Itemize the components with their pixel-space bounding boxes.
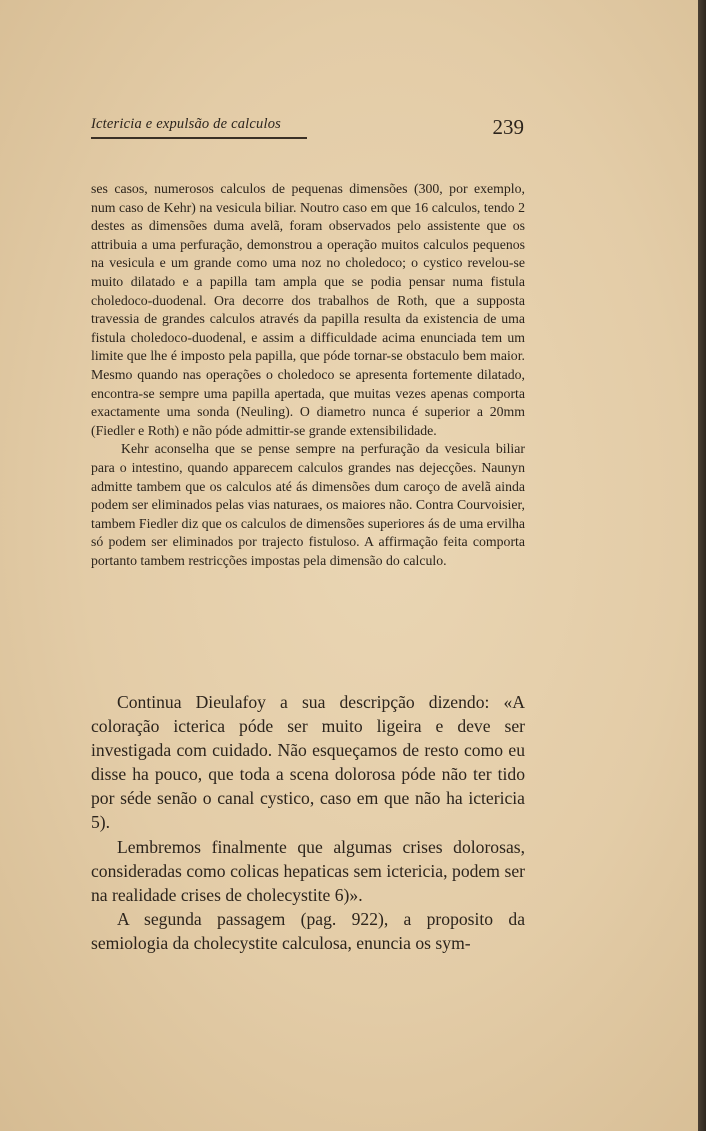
- quote-paragraph: ses casos, numerosos calculos de pequenas dimensões (300, por exemplo, num caso de Kehr) na vesicula biliar. Noutro caso em que 16 calculos, tendo 2 destes as dimensões duma avelã, foram observados pelo assistente que os attribuia a uma perfuração, demonstrou a operação muitos calculos pequenos na vesicula e um grande como uma noz no choledoco; o cystico revelou-se muito dilatado e a papilla tam ampla que se podia pensar numa fistula choledoco-duodenal. Ora decorre dos trabalhos de Roth, que a supposta travessia de grandes calculos através da papilla resulta da existencia de uma fistula choledoco-duodenal, e assim a difficuldade acima enunciada tem um limite que lhe é imposto pela papilla, que póde tornar-se obstaculo bem maior. Mesmo quando nas operações o choledoco se apresenta fortemente dilatado, encontra-se sempre uma papilla apertada, que muitas vezes apenas comporta exactamente uma sonda (Neuling). O diametro nunca é superior a 20mm (Fiedler e Roth) e não póde admittir-se grande extensibilidade.: [91, 181, 525, 438]
- body-paragraph: A segunda passagem (pag. 922), a proposito da semiologia da cholecystite calculosa, enuncia os sym-: [91, 908, 525, 953]
- page-number: 239: [492, 115, 524, 139]
- body-paragraph: Continua Dieulafoy a sua descripção dizendo: «A coloração icterica póde ser muito ligeira e deve ser investigada com cuidado. Não esqueçamos de resto como eu disse ha pouco, que toda a scena dolorosa pódе não ter tido por séde senão o canal cystico, caso em que não ha ictericia 5).: [91, 692, 525, 833]
- quoted-block: [91, 180, 525, 570]
- main-text: [91, 690, 525, 955]
- body-paragraph: Lembremos finalmente que algumas crises dolorosas, consideradas como colicas hepaticas sem ictericia, podem ser na realidade crises de cholecystite 6)».: [91, 836, 525, 905]
- page-header: [91, 112, 531, 142]
- quote-paragraph: Kehr aconselha que se pense sempre na perfuração da vesicula biliar para o intestino, quando apparecem calculos grandes nas dejecções. Naunyn admitte tambem que os calculos até ás dimensões dum caroço de avelã ainda podem ser eliminados pelas vias naturaes, os maiores não. Contra Courvoisier, tambem Fiedler diz que os calculos de dimensões superiores ás de uma ervilha só podem ser eliminados por trajecto fistuloso. A affirmação feita comporta portanto tambem restricções impostas pela dimensão do calculo.: [91, 441, 525, 568]
- page-edge: [698, 0, 706, 1131]
- header-rule: [91, 137, 307, 139]
- running-head: Ictericia e expulsão de calculos: [91, 116, 282, 132]
